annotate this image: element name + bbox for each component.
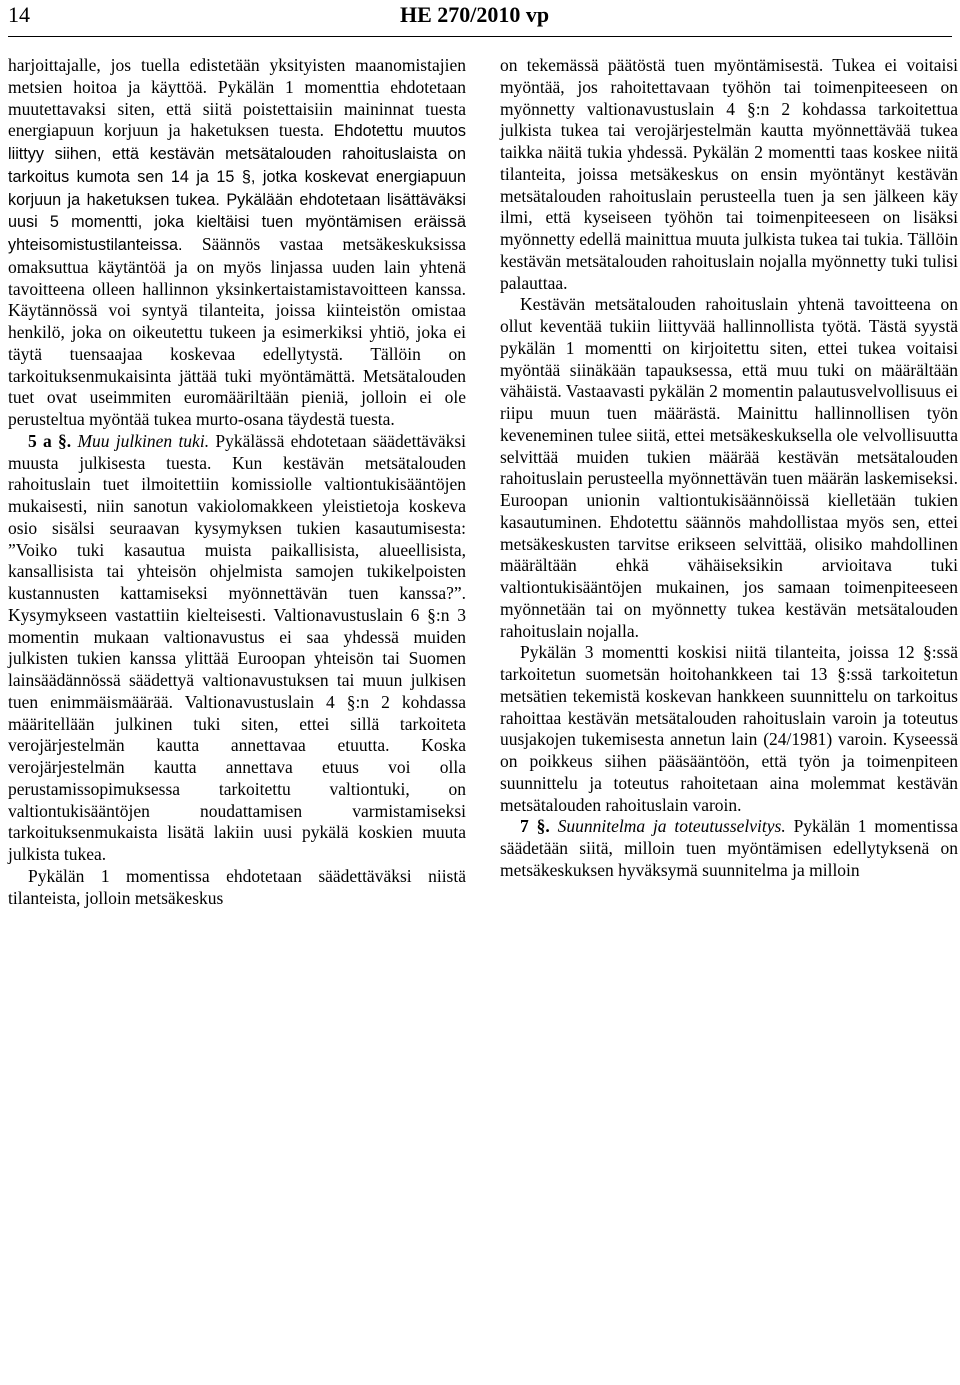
- paragraph-last: Pykälän 1 momentissa ehdotetaan säädettäväksi niistä tilanteista, jolloin metsäkeskus: [8, 865, 466, 908]
- paragraph-text-sans: Ehdotettu muutos liittyy siihen, että kestävän metsätalouden rahoituslaista on tarkoitus kumota sen 14 ja 15 §, jotka koskevat energiapuun korjuun ja haketuksen tukea. Pykälään ehdotetaan lisättäväksi uusi 5 momentti, joka kieltäisi tuen myöntämisen eräissä yhteisomistustilanteissa.: [8, 122, 466, 254]
- section-title: Suunnitelma ja toteutusselvitys.: [557, 816, 786, 837]
- paragraph-intro: [8, 55, 466, 431]
- paragraph-continued: on tekemässä päätöstä tuen myöntämisestä. Tukea ei voitaisi myöntää, jos rahoitettavaan työhön tai toimenpiteeseen on myönnetty valtionavustuslain 4 §:n 2 kohdassa tarkoitettua julkista tukea tai verojärjestelmän kautta myönnettävää tukea taikka näitä tukia yhdessä. Pykälän 2 momentti taas koskee niitä tilanteita, joissa metsäkeskus on ensin myöntänyt kestävän metsätalouden rahoituslain perusteella tuen ja sen jälkeen käy ilmi, että kyseiseen työhön tai toimenpiteeseen on lisäksi myönnetty edellä mainittua muuta julkista tukea tai tukia. Tällöin kestävän metsätalouden rahoituslain nojalla myönnetty tuki tulisi palauttaa.: [500, 55, 958, 293]
- section-number: 7 §.: [520, 816, 550, 837]
- section-7: [500, 816, 958, 881]
- page-number: 14: [8, 2, 30, 27]
- section-text: Pykälässä ehdotetaan säädettäväksi muusta julkisesta tuesta. Kun kestävän metsätalouden rahoituslain tuet ilmoitettiin komissiolle valtiontukisääntöjen mukaisesti, niin sanotun vakiolomakkeen yleistietoja koskeva osio sisälsi seuraavan kysymyksen tukien kasautumisesta: ”Voiko tuki kasautua muista paikallisista, alueellisista, kansallisista tai yhteisön ohjelmista samojen tukikelpoisten kustannusten kattamiseksi myönnettävän tuen kanssa?”. Kysymykseen vastattiin kielteisesti. Valtionavustuslain 6 §:n 3 momentin mukaan valtionavustus ei saa yhdessä muiden julkisten tukien kanssa ylittää Euroopan yhteisön tai Suomen lainsäädännössä säädettyä valtionavustuksen tai muun julkisen tuen enimmäismäärää. Valtionavustuslain 4 §:n 2 kohdassa määritellään julkinen tuki siten, ettei sillä tarkoiteta verojärjestelmän kautta annettavaa etuutta. Koska verojärjestelmän kautta annettava etuus voi olla perustamissopimuksessa tarkoitettu valtiontuki, on valtiontukisääntöjen noudattamisen varmistamiseksi tarkoituksenmukaista lisätä lakiin uusi pykälä koskien muuta julkista tukea.: [8, 430, 467, 864]
- left-column: [8, 55, 466, 909]
- section-number: 5 a §.: [28, 430, 72, 451]
- section-title: Muu julkinen tuki.: [77, 430, 210, 451]
- section-5a: [8, 431, 466, 866]
- paragraph-text: Säännös vastaa metsäkeskuksissa omaksuttua käytäntöä ja on myös linjassa uuden lain yhtenä tavoitteena olleen hallinnon yksinkertaistamistavoitteen kanssa. Käytännössä voi syntyä tilanteita, joissa kiinteistön omistaa henkilö, joka on oikeutettu tukeen ja esimerkiksi yhtiö, joka ei täytä tuensaajaa koskevaa edellytystä. Tällöin on tarkoituksenmukaisinta jättää tuki myöntämättä. Metsätalouden tuet ovat useimmiten euromääriltään pieniä, jolloin ei ole perusteltua myöntää tukea murto-osana täydestä tuesta.: [8, 234, 466, 429]
- document-id: HE 270/2010 vp: [400, 2, 550, 27]
- paragraph: Kestävän metsätalouden rahoituslain yhtenä tavoitteena on ollut keventää tukiin liittyvää hallinnollista työtä. Tästä syystä pykälän 1 momentti on kirjoitettu siten, ettei tukea voitaisi myöntää siinäkään tapauksessa, että muu tuki on määrältään vähäistä. Vastaavasti pykälän 2 momentin palautusvelvollisuus ei riipu muun tuen määrästä. Mainittu hallinnollisen työn keveneminen tulee siitä, ettei metsäkeskuksella ole velvollisuutta selvittää muiden tukien määrää kestävän metsätalouden rahoituslain perusteella myönnettävän tuen määrän laskemiseksi. Euroopan unionin valtiontukisäännöissä kielletään tukien kasautuminen. Ehdotettu säännös mahdollistaa myös sen, ettei metsäkeskusten tarvitse erikseen selvittää, olisiko mahdollinen määrältään ehkä vähäiseksikin arvioitava tuki valtiontukisääntöjen mukainen, jos samaan toimenpiteeseen myönnetään tai on myönnetty tukea kestävän metsätalouden rahoituslain nojalla.: [500, 294, 958, 641]
- paragraph-text: harjoittajalle, jos tuella edistetään yksityisten maanomistajien metsien hoitoa ja käyttöä. Pykälän 1 momenttia ehdotetaan muutettavaksi siten, että siitä poistettaisiin maininnat tuesta energiapuun korjuun ja haketuksen tuesta.: [8, 55, 466, 141]
- section-text: Pykälän 1 momentissa säädetään siitä, milloin tuen myöntämisen edellytyksenä on metsäkeskuksen hyväksymä suunnitelma ja milloin: [500, 816, 959, 880]
- paragraph: Pykälän 3 momentti koskisi niitä tilanteita, joissa 12 §:ssä tarkoitetun suometsän hoitohankkeen tai 13 §:ssä tarkoitetun metsätien tekemistä koskevan hankkeen suunnittelu on tarkoitus rahoittaa kestävän metsätalouden rahoituslain varoin ja toteutus uusjakojen tukemisesta annetun lain (24/1981) varoin. Kyseessä on poikkeus siihen pääsääntöön, että työn ja toimenpiteen suunnittelu ja toteutus rahoitetaan aina molemmat kestävän metsätalouden rahoituslain varoin.: [500, 642, 958, 815]
- header-rule: [8, 36, 952, 37]
- right-column: [500, 55, 958, 882]
- page-header: [8, 0, 952, 40]
